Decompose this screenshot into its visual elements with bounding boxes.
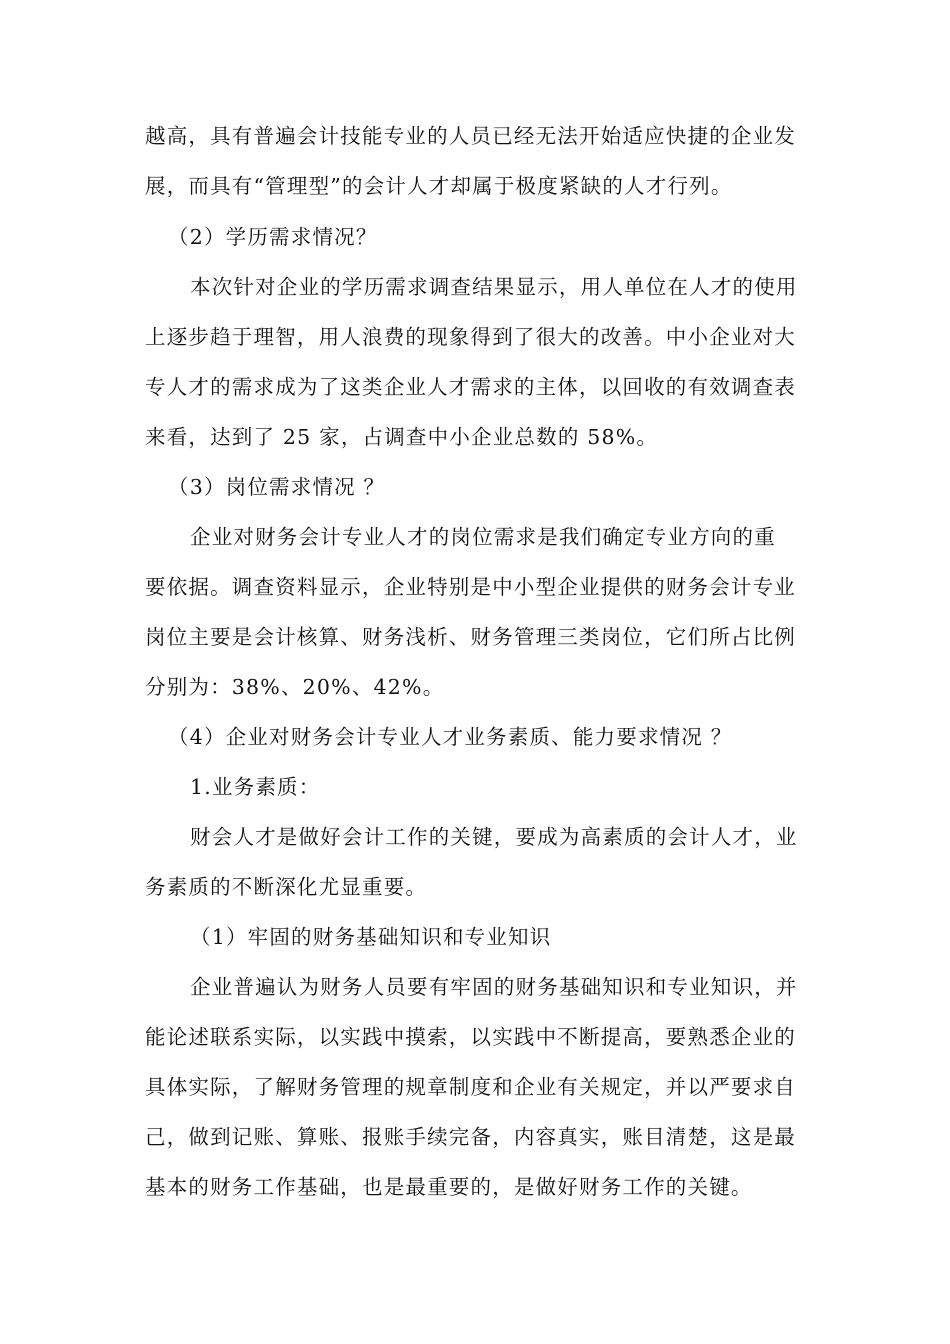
text-line: 本次针对企业的学历需求调查结果显示，用人单位在人才的使用	[190, 275, 798, 299]
text-line: 基本的财务工作基础，也是最重要的，是做好财务工作的关键。	[145, 1175, 753, 1199]
subsection-heading: 1.业务素质：	[190, 775, 321, 799]
text-line: 展，而具有“管理型”的会计人才却属于极度紧缺的人才行列。	[145, 174, 733, 198]
text-line: 上逐步趋于理智，用人浪费的现象得到了很大的改善。中小企业对大	[145, 325, 796, 349]
text-line: 具体实际，了解财务管理的规章制度和企业有关规定，并以严要求自	[145, 1075, 796, 1099]
text-line: 越高，具有普遍会计技能专业的人员已经无法开始适应快捷的企业发	[145, 124, 796, 148]
subsection-heading: （1）牢固的财务基础知识和专业知识	[190, 925, 552, 949]
text-line: 企业普遍认为财务人员要有牢固的财务基础知识和专业知识，并	[190, 975, 798, 999]
text-line: 能论述联系实际，以实践中摸索，以实践中不断提高，要熟悉企业的	[145, 1025, 796, 1049]
text-line: 岗位主要是会计核算、财务浅析、财务管理三类岗位，它们所占比例	[145, 625, 796, 649]
text-line: 务素质的不断深化尤显重要。	[145, 875, 428, 899]
text-line: 财会人才是做好会计工作的关键，要成为高素质的会计人才，业	[190, 825, 798, 849]
text-line: 分别为：38%、20%、42%。	[145, 675, 445, 699]
text-line: 己，做到记账、算账、报账手续完备，内容真实，账目清楚，这是最	[145, 1125, 796, 1149]
text-line: 企业对财务会计专业人才的岗位需求是我们确定专业方向的重	[190, 525, 776, 549]
section-heading: （4）企业对财务会计专业人才业务素质、能力要求情况 ？	[168, 725, 733, 749]
section-heading: （3）岗位需求情况 ？	[168, 475, 386, 499]
text-line: 要依据。调查资料显示，企业特别是中小型企业提供的财务会计专业	[145, 575, 796, 599]
text-line: 来看，达到了 25 家，占调查中小企业总数的 58%。	[145, 425, 659, 449]
text-line: 专人才的需求成为了这类企业人才需求的主体，以回收的有效调查表	[145, 375, 796, 399]
section-heading: （2）学历需求情况？	[168, 225, 378, 249]
